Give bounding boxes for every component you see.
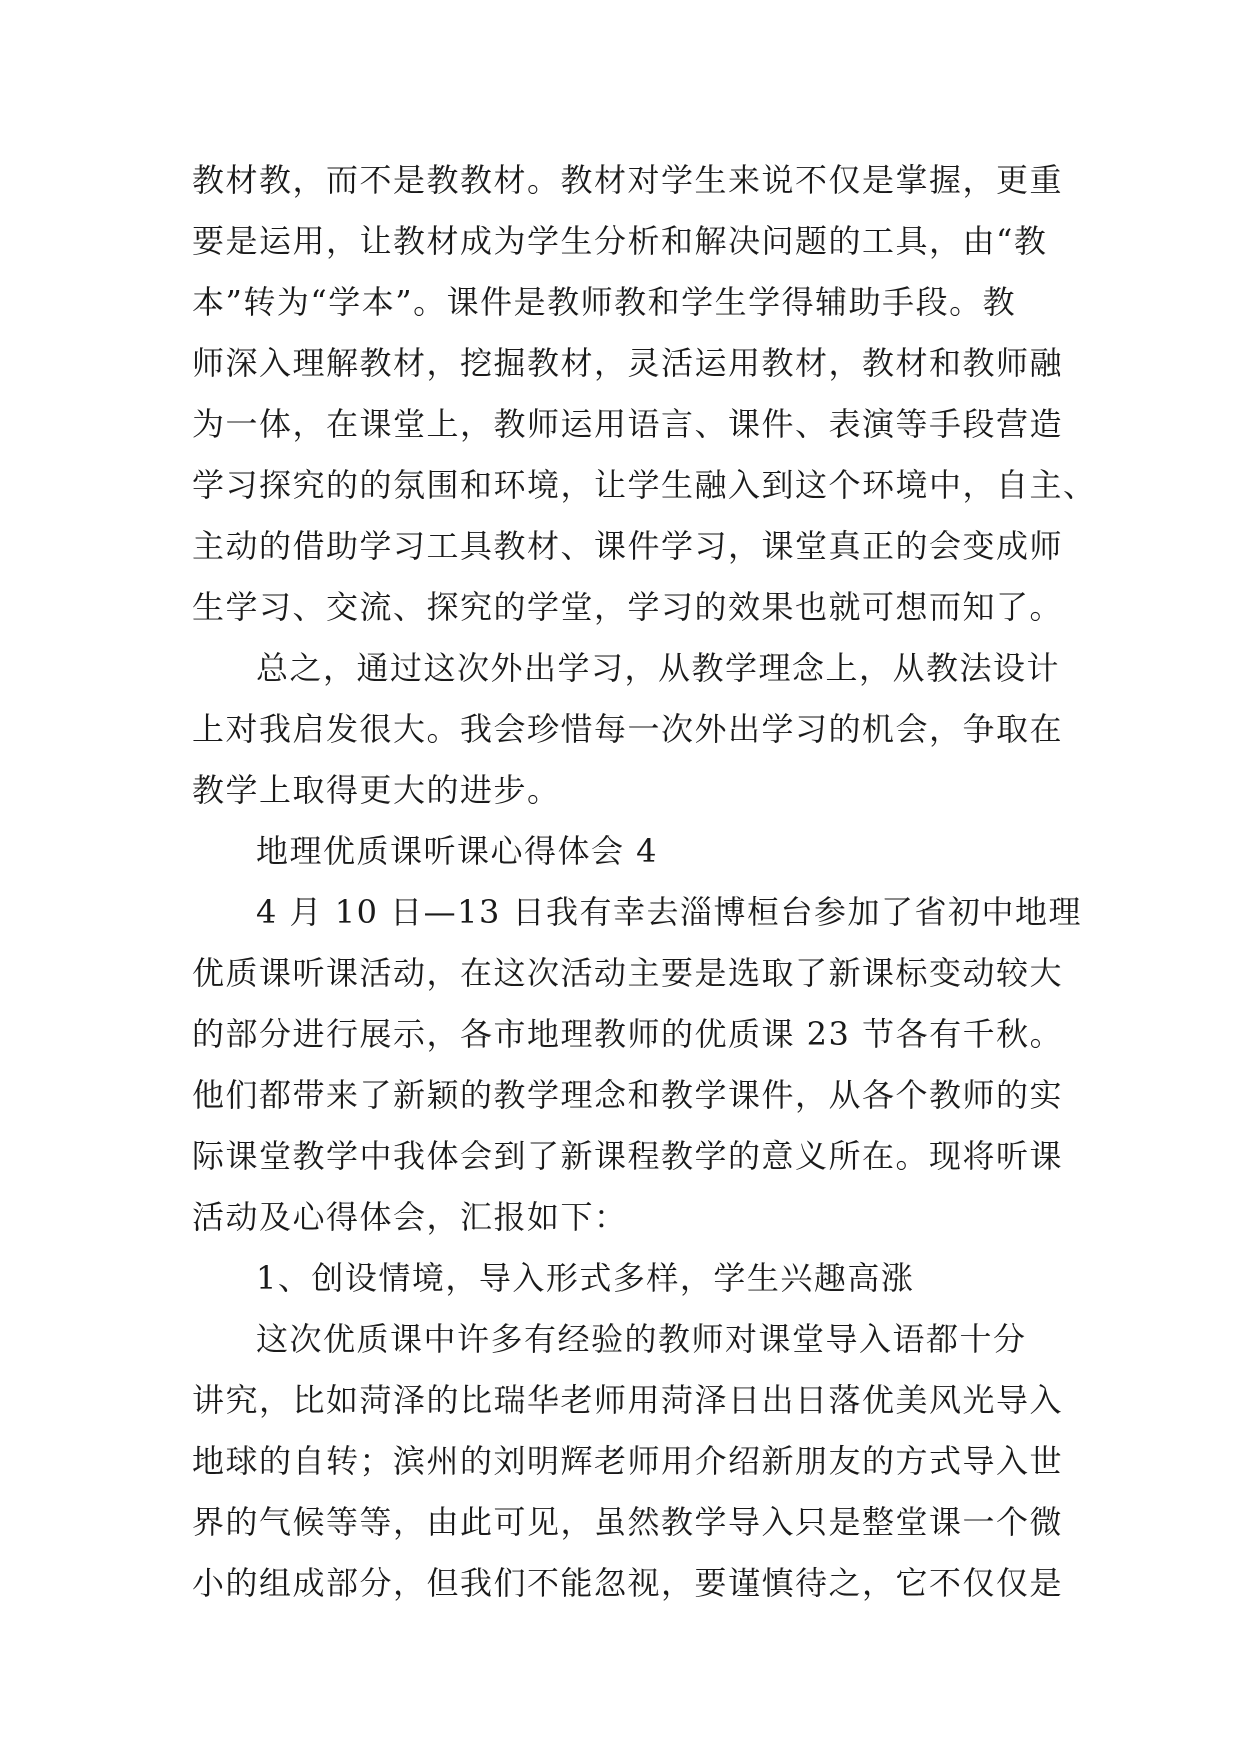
paragraph-line: 教学上取得更大的进步。 bbox=[192, 771, 561, 809]
paragraph-line: 要是运用，让教材成为学生分析和解决问题的工具，由“教 bbox=[192, 222, 1048, 260]
paragraph-line: 学习探究的的氛围和环境，让学生融入到这个环境中，自主、 bbox=[192, 466, 1097, 504]
paragraph-line: 为一体，在课堂上，教师运用语言、课件、表演等手段营造 bbox=[192, 405, 1064, 443]
paragraph-line: 讲究，比如菏泽的比瑞华老师用菏泽日出日落优美风光导入 bbox=[192, 1381, 1064, 1419]
paragraph-line: 总之，通过这次外出学习，从教学理念上，从教法设计 bbox=[256, 649, 1061, 687]
paragraph-line: 这次优质课中许多有经验的教师对课堂导入语都十分 bbox=[256, 1320, 1027, 1358]
paragraph-line: 教材教，而不是教教材。教材对学生来说不仅是掌握，更重 bbox=[192, 161, 1064, 199]
paragraph-line: 际课堂教学中我体会到了新课程教学的意义所在。现将听课 bbox=[192, 1137, 1064, 1175]
section-heading: 地理优质课听课心得体会 4 bbox=[256, 832, 659, 870]
paragraph-line: 师深入理解教材，挖掘教材，灵活运用教材，教材和教师融 bbox=[192, 344, 1064, 382]
paragraph-line: 界的气候等等，由此可见，虽然教学导入只是整堂课一个微 bbox=[192, 1503, 1064, 1541]
paragraph-line: 本”转为“学本”。课件是教师教和学生学得辅助手段。教 bbox=[192, 283, 1017, 321]
paragraph-line: 地球的自转；滨州的刘明辉老师用介绍新朋友的方式导入世 bbox=[192, 1442, 1064, 1480]
paragraph-line: 优质课听课活动，在这次活动主要是选取了新课标变动较大 bbox=[192, 954, 1064, 992]
paragraph-line: 他们都带来了新颖的教学理念和教学课件，从各个教师的实 bbox=[192, 1076, 1064, 1114]
paragraph-line: 生学习、交流、探究的学堂，学习的效果也就可想而知了。 bbox=[192, 588, 1064, 626]
paragraph-line: 活动及心得体会，汇报如下： bbox=[192, 1198, 628, 1236]
paragraph-line: 小的组成部分，但我们不能忽视，要谨慎待之，它不仅仅是 bbox=[192, 1564, 1064, 1602]
paragraph-line: 上对我启发很大。我会珍惜每一次外出学习的机会，争取在 bbox=[192, 710, 1064, 748]
document-body bbox=[192, 150, 1097, 1614]
paragraph-line: 4 月 10 日—13 日我有幸去淄博桓台参加了省初中地理 bbox=[256, 893, 1082, 931]
subsection-heading: 1、创设情境，导入形式多样，学生兴趣高涨 bbox=[256, 1259, 915, 1297]
paragraph-line: 主动的借助学习工具教材、课件学习，课堂真正的会变成师 bbox=[192, 527, 1064, 565]
paragraph-line: 的部分进行展示，各市地理教师的优质课 23 节各有千秋。 bbox=[192, 1015, 1064, 1053]
